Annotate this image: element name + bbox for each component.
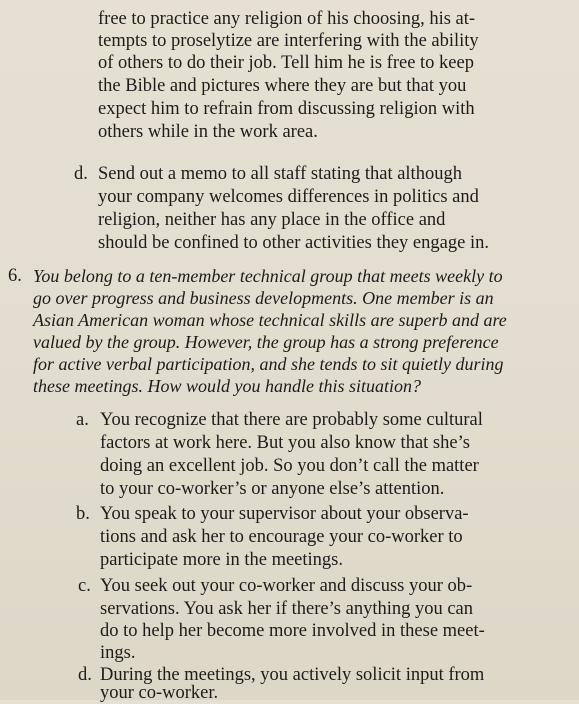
text-line: expect him to refrain from discussing religion with <box>98 99 475 119</box>
text-line: ings. <box>100 643 136 663</box>
question-line: valued by the group. However, the group has a strong preference <box>33 332 499 352</box>
text-line: your company welcomes differences in politics and <box>98 187 479 207</box>
text-line: You recognize that there are probably some cultural <box>100 410 483 430</box>
text-line: your co-worker. <box>100 683 219 703</box>
text-line: servations. You ask her if there’s anything you can <box>100 599 474 619</box>
text-line: the Bible and pictures where they are but that you <box>98 76 467 96</box>
text-line: religion, neither has any place in the office and <box>98 210 446 230</box>
option-marker: b. <box>76 504 90 524</box>
text-line: of others to do their job. Tell him he is free to keep <box>98 53 474 73</box>
option-marker: c. <box>78 576 91 596</box>
text-line: You speak to your supervisor about your observa- <box>100 504 469 524</box>
question-line: You belong to a ten-member technical group that meets weekly to <box>33 266 503 286</box>
text-line: factors at work here. But you also know that she’s <box>100 433 470 453</box>
text-line: Send out a memo to all staff stating that although <box>98 164 462 184</box>
option-marker: a. <box>76 410 89 430</box>
text-line: do to help her become more involved in these meet- <box>100 621 485 641</box>
text-line: tions and ask her to encourage your co-worker to <box>100 527 463 547</box>
text-line: free to practice any religion of his choosing, his at- <box>98 9 476 29</box>
text-line: You seek out your co-worker and discuss your ob- <box>100 576 473 596</box>
question-line: these meetings. How would you handle this situation? <box>33 376 421 396</box>
question-line: go over progress and business developments. One member is an <box>33 288 494 308</box>
text-line: doing an excellent job. So you don’t call the matter <box>100 456 479 476</box>
question-line: Asian American woman whose technical skills are superb and are <box>33 310 507 330</box>
text-line: should be confined to other activities they engage in. <box>98 233 489 253</box>
option-marker: d. <box>74 164 88 184</box>
text-line: tempts to proselytize are interfering with the ability <box>98 31 479 51</box>
text-line: During the meetings, you actively solicit input from <box>100 665 485 685</box>
text-line: participate more in the meetings. <box>100 550 343 570</box>
question-number: 6. <box>8 266 22 286</box>
question-line: for active verbal participation, and she tends to sit quietly during <box>33 354 504 374</box>
option-marker: d. <box>78 665 92 685</box>
text-line: to your co-worker’s or anyone else’s attention. <box>100 479 445 499</box>
text-line: others while in the work area. <box>98 122 318 142</box>
